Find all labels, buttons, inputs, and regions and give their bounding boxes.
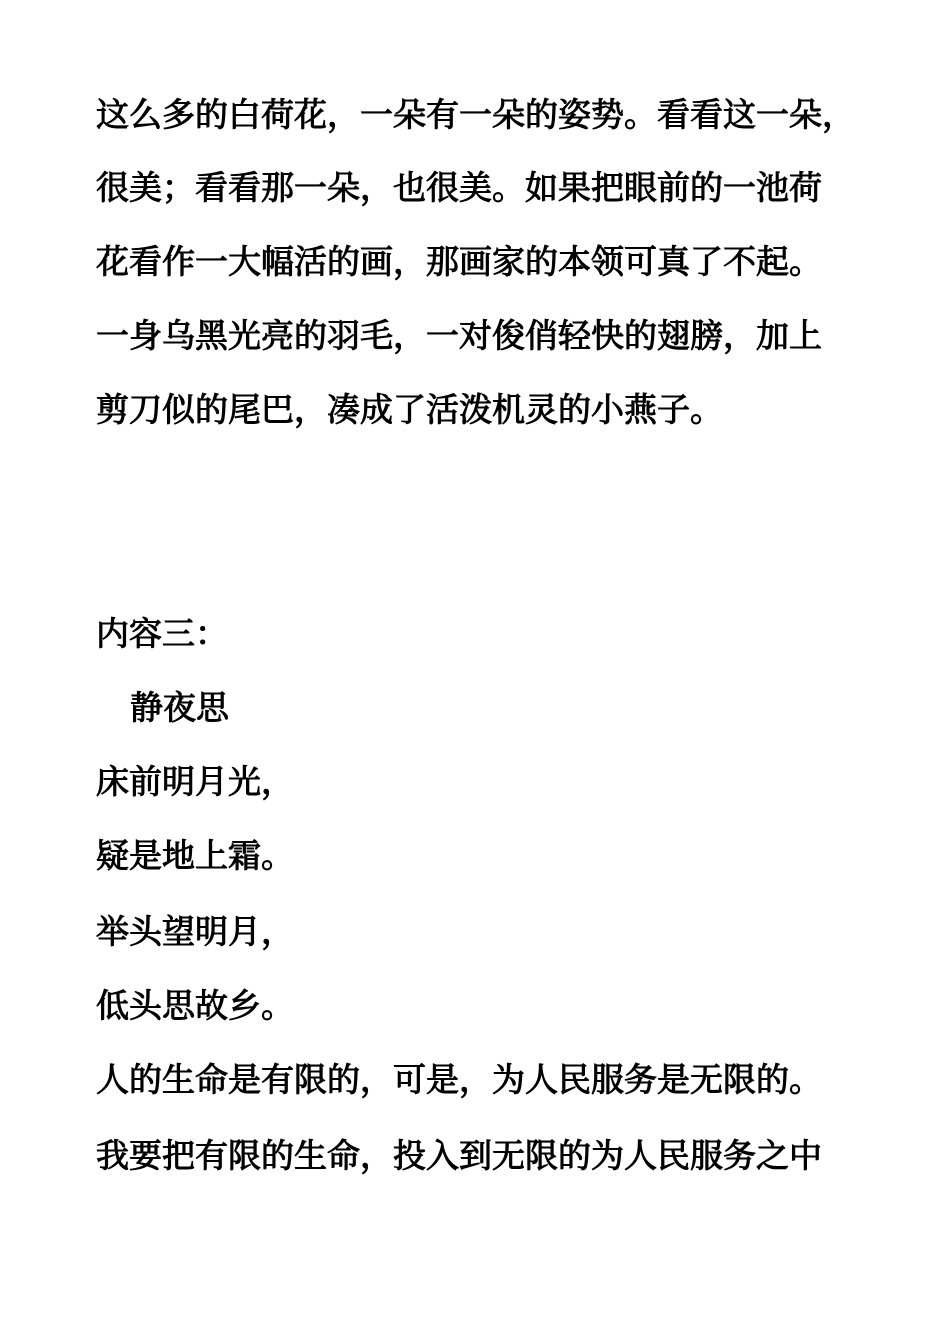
text-line: 很美；看看那一朵，也很美。如果把眼前的一池荷 [96,168,822,207]
text-line: 我要把有限的生命，投入到无限的为人民服务之中 [96,1136,822,1175]
text-line: 花看作一大幅活的画，那画家的本领可真了不起。 [96,242,822,281]
text-line: 这么多的白荷花，一朵有一朵的姿势。看看这一朵， [96,95,855,134]
poem-line: 低头思故乡。 [96,986,294,1025]
text-line: 剪刀似的尾巴，凑成了活泼机灵的小燕子。 [96,390,723,429]
poem-title: 静夜思 [130,688,229,727]
text-line: 人的生命是有限的，可是，为人民服务是无限的。 [96,1060,822,1099]
poem-line: 举头望明月， [96,912,294,951]
section-heading: 内容三： [96,614,228,653]
text-line: 一身乌黑光亮的羽毛，一对俊俏轻快的翅膀，加上 [96,316,822,355]
poem-line: 床前明月光， [96,762,294,801]
poem-line: 疑是地上霜。 [96,836,294,875]
